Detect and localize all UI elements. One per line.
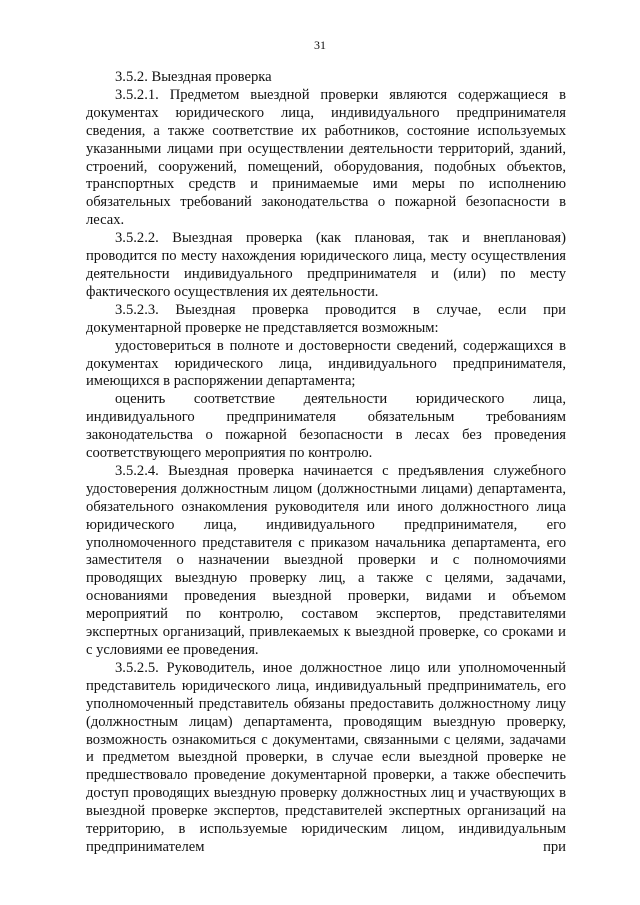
paragraph: 3.5.2.3. Выездная проверка проводится в случае, если при документарной проверке не представляется возможным: [86, 301, 566, 336]
paragraph: 3.5.2.5. Руководитель, иное должностное лицо или уполномоченный представитель юридического лица, индивидуальный предприниматель, его уполномоченный представитель обязаны предоставить должностному лицу (должностным лицам) департамента, проводящим выездную проверку, возможность ознакомиться с документами, связанными с целями, задачами и предметом выездной проверки, в случае если выездной проверке не предшествовало проведение документарной проверки, а также обеспечить доступ проводящих выездную проверку должностных лиц и участвующих в выездной проверке экспертов, представителей экспертных организаций на территорию, в используемые юридическим лицом, индивидуальным предпринимателем при [86, 659, 566, 855]
document-body [86, 69, 566, 857]
paragraph: 3.5.2.1. Предметом выездной проверки являются содержащиеся в документах юридического лица, индивидуального предпринимателя сведения, а также соответствие их работников, состояние используемых указанными лицами при осуществлении деятельности территорий, зданий, строений, сооружений, помещений, оборудования, подобных объектов, транспортных средств и принимаемые ими меры по исполнению обязательных требований законодательства о пожарной безопасности в лесах. [86, 86, 566, 229]
paragraph: удостовериться в полноте и достоверности сведений, содержащихся в документах юридического лица, индивидуального предпринимателя, имеющихся в распоряжении департамента; [86, 337, 566, 390]
section-heading: 3.5.2. Выездная проверка [115, 69, 272, 85]
paragraph: оценить соответствие деятельности юридического лица, индивидуального предпринимателя обязательным требованиям законодательства о пожарной безопасности в лесах без проведения соответствующего мероприятия по контролю. [86, 391, 566, 462]
paragraph: 3.5.2.2. Выездная проверка (как плановая, так и внеплановая) проводится по месту нахождения юридического лица, месту осуществления деятельности индивидуального предпринимателя и (или) по месту фактического осуществления их деятельности. [86, 230, 566, 300]
paragraph: 3.5.2.4. Выездная проверка начинается с предъявления служебного удостоверения должностным лицом (должностными лицами) департамента, обязательного ознакомления руководителя или иного должностного лица юридического лица, индивидуального предпринимателя, его уполномоченного представителя с приказом начальника департамента, его заместителя о назначении выездной проверки и с полномочиями проводящих выездную проверку лиц, а также с целями, задачами, основаниями проведения выездной проверки, видами и объемом мероприятий по контролю, составом экспертов, представителями экспертных организаций, привлекаемых к выездной проверке, со сроками и с условиями ее проведения. [86, 462, 566, 658]
page-number: 31 [314, 38, 326, 52]
